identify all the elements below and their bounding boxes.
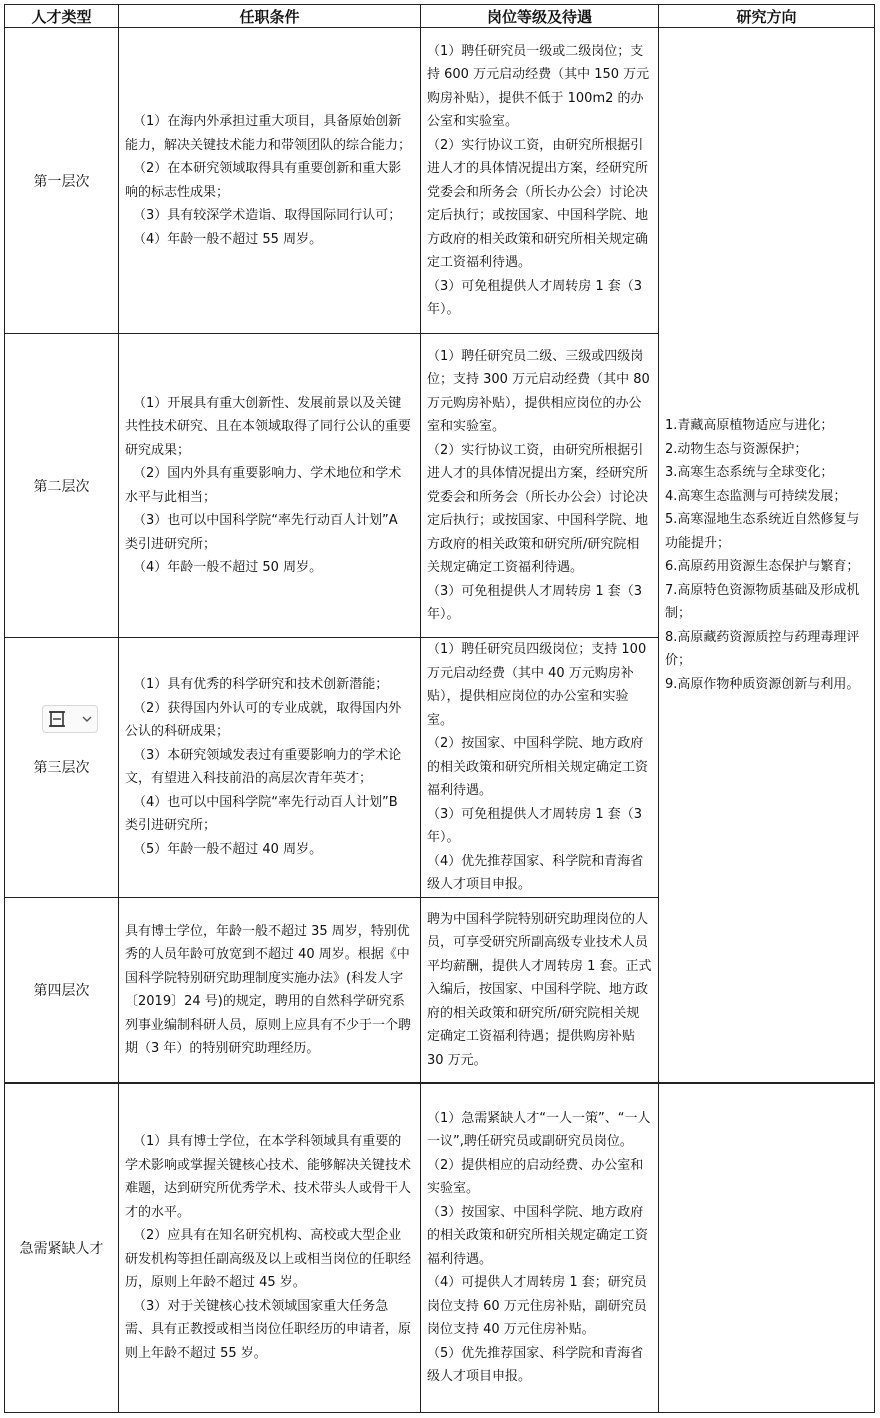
benefit-item: （2）实行协议工资，由研究所根据引进人才的具体情况提出方案，经研究所党委会和所务会（所长办公会）讨论决定后执行；或按国家、中国科学院、地方政府的相关政策和研究所相关规定确定工资福利待遇。	[427, 137, 649, 270]
condition-item: （2）在本研究领域取得具有重要创新和重大影响的标志性成果；	[125, 161, 402, 200]
header-benefits: 岗位等级及待遇	[421, 5, 659, 28]
benefit-item: 聘为中国科学院特别研究助理岗位的人员，可享受研究所副高级专业技术人员平均薪酬，提供人才周转房 1 套。正式入编后，按国家、中国科学院、地方政府的相关政策和研究所/研究院相关规定确定工资福利待遇；提供购房补贴 30 万元。	[427, 911, 652, 1068]
cell-edit-widget[interactable]	[42, 705, 98, 733]
header-row	[5, 5, 875, 28]
benefits-cell	[421, 1083, 659, 1413]
direction-item: 9.高原作物种质资源创新与利用。	[665, 676, 860, 692]
condition-item: （3）具有较深学术造诣、取得国际同行认可；	[133, 208, 402, 223]
benefit-item: （3）可免租提供人才周转房 1 套（3 年）。	[427, 278, 643, 317]
condition-item: （1）开展具有重大创新性、发展前景以及关键共性技术研究、且在本领域取得了同行公认的重要研究成果；	[125, 395, 412, 458]
header-research-direction: 研究方向	[659, 5, 875, 28]
benefit-item: （4）优先推荐国家、科学院和青海省级人才项目申报。	[427, 853, 644, 892]
benefit-item: （3）可免租提供人才周转房 1 套（3 年）。	[427, 583, 643, 622]
tier-label: 第三层次	[5, 638, 119, 898]
condition-item: （2）获得国内外认可的专业成就，取得国内外公认的科研成果；	[125, 700, 402, 740]
benefit-item: （2）按国家、中国科学院、地方政府的相关政策和研究所相关规定确定工资福利待遇。	[427, 736, 649, 798]
condition-item: （3）也可以中国科学院“率先行动百人计划”A 类引进研究所；	[125, 513, 398, 552]
conditions-cell	[119, 897, 421, 1083]
condition-item: （2）应具有在知名研究机构、高校或大型企业研发机构等担任副高级及以上或相当岗位的任职经历，原则上年龄不超过 45 岁。	[125, 1228, 412, 1290]
conditions-cell	[119, 28, 421, 334]
direction-item: 4.高寒生态监测与可持续发展；	[665, 488, 847, 504]
conditions-cell	[119, 334, 421, 638]
condition-item: （4）也可以中国科学院“率先行动百人计划”B 类引进研究所；	[125, 794, 398, 834]
benefit-item: （1）急需紧缺人才“一人一策”、“一人一议”,聘任研究员或副研究员岗位。	[427, 1110, 651, 1149]
tier-label: 急需紧缺人才	[5, 1083, 119, 1413]
benefit-item: （2）提供相应的启动经费、办公室和实验室。	[427, 1157, 644, 1196]
direction-item: 7.高原特色资源物质基础及形成机制；	[665, 582, 860, 622]
tier-label: 第二层次	[5, 334, 119, 638]
header-conditions: 任职条件	[119, 5, 421, 28]
condition-item: （1）在海内外承担过重大项目，具备原始创新能力，解决关键技术能力和带领团队的综合能力；	[125, 114, 412, 153]
benefit-item: （1）聘任研究员一级或二级岗位；支持 600 万元启动经费（其中 150 万元购房补贴），提供不低于 100m2 的办公室和实验室。	[427, 43, 650, 129]
benefit-item: （4）可提供人才周转房 1 套；研究员岗位支持 60 万元住房补贴，副研究员岗位支持 40 万元住房补贴。	[427, 1275, 647, 1337]
condition-item: 具有博士学位，年龄一般不超过 35 周岁，特别优秀的人员年龄可放宽到不超过 40 周岁。根据《中国科学院特别研究助理制度实施办法》(科发人字〔2019〕24 号)的规定，聘用的自然科学研究系列事业编制科研人员，原则上应具有不少于一个聘期（3 年）的特别研究助理经历。	[125, 923, 412, 1056]
benefit-item: （3）按国家、中国科学院、地方政府的相关政策和研究所相关规定确定工资福利待遇。	[427, 1204, 649, 1267]
condition-item: （3）对于关键核心技术领域国家重大任务急需、具有正教授或相当岗位任职经历的申请者，原则上年龄不超过 55 岁。	[125, 1298, 412, 1361]
condition-item: （5）年龄一般不超过 40 周岁。	[133, 841, 323, 857]
research-directions-cell	[659, 1083, 875, 1413]
condition-item: （1）具有优秀的科学研究和技术创新潜能；	[133, 677, 389, 693]
edit-frame-icon[interactable]	[47, 705, 67, 733]
tier-label: 第四层次	[5, 897, 119, 1083]
benefits-cell	[421, 28, 659, 334]
benefit-item: （5）优先推荐国家、科学院和青海省级人才项目申报。	[427, 1345, 644, 1384]
direction-item: 6.高原药用资源生态保护与繁育；	[665, 559, 860, 575]
condition-item: （4）年龄一般不超过 55 周岁。	[133, 231, 323, 247]
condition-item: （1）具有博士学位，在本学科领域具有重要的学术影响或掌握关键核心技术、能够解决关键技术难题，达到研究所优秀学术、技术带头人或骨干人才的水平。	[125, 1134, 412, 1220]
table-row	[5, 1083, 875, 1413]
direction-item: 2.动物生态与资源保护；	[665, 441, 808, 457]
benefit-item: （3）可免租提供人才周转房 1 套（3 年）。	[427, 806, 643, 845]
benefits-cell	[421, 334, 659, 638]
header-talent-type: 人才类型	[5, 5, 119, 28]
table-row	[5, 28, 875, 334]
urgent-talent-table	[4, 1082, 875, 1413]
talent-table	[4, 4, 875, 1084]
benefits-cell	[421, 897, 659, 1083]
direction-item: 3.高寒生态系统与全球变化；	[665, 465, 834, 481]
benefit-item: （2）实行协议工资，由研究所根据引进人才的具体情况提出方案，经研究所党委会和所务会（所长办公会）讨论决定后执行；或按国家、中国科学院、地方政府的相关政策和研究所/研究院相关规定确定工资福利待遇。	[427, 442, 649, 575]
direction-item: 8.高原藏药资源质控与药理毒理评价；	[665, 629, 860, 669]
chevron-down-icon[interactable]	[81, 705, 93, 733]
condition-item: （4）年龄一般不超过 50 周岁。	[133, 560, 323, 575]
research-directions-cell	[659, 28, 875, 1084]
benefit-item: （1）聘任研究员四级岗位；支持 100 万元启动经费（其中 40 万元购房补贴），提供相应岗位的办公室和实验室。	[427, 642, 647, 728]
conditions-cell	[119, 638, 421, 898]
conditions-cell	[119, 1083, 421, 1413]
benefit-item: （1）聘任研究员二级、三级或四级岗位；支持 300 万元启动经费（其中 80 万元购房补贴），提供相应岗位的办公室和实验室。	[427, 348, 650, 434]
condition-item: （3）本研究领域发表过有重要影响力的学术论文，有望进入科技前沿的高层次青年英才；	[125, 747, 402, 787]
direction-item: 1.青藏高原植物适应与进化；	[665, 418, 834, 434]
condition-item: （2）国内外具有重要影响力、学术地位和学术水平与此相当；	[125, 466, 402, 505]
benefits-cell	[421, 638, 659, 898]
direction-item: 5.高寒湿地生态系统近自然修复与功能提升；	[665, 512, 860, 551]
tier-label: 第一层次	[5, 28, 119, 334]
